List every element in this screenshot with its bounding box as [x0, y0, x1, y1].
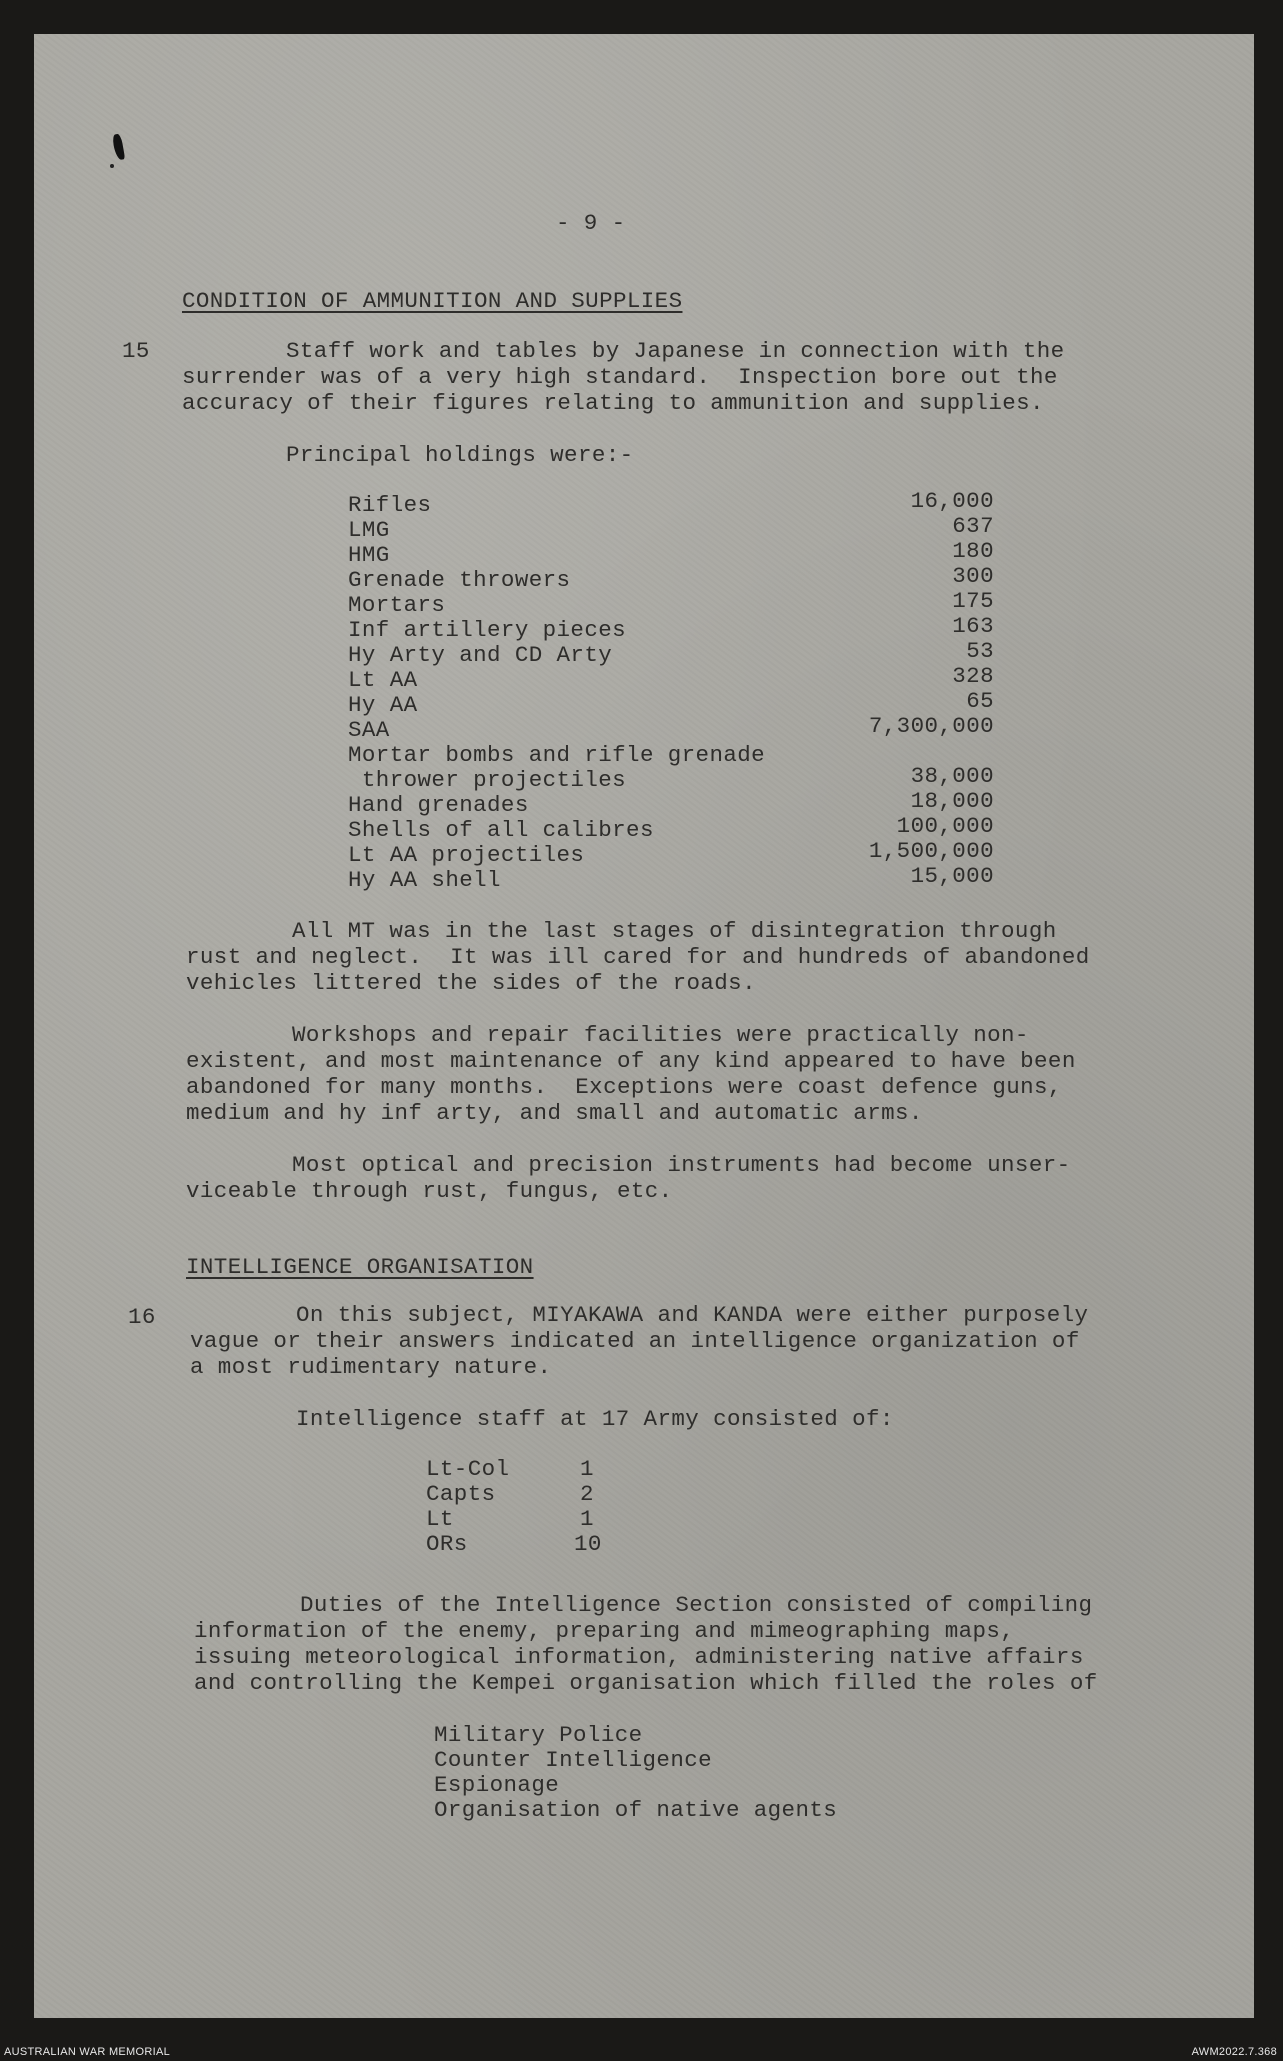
para-workshops-line: medium and hy inf arty, and small and automatic arms.	[186, 1100, 923, 1126]
holding-item: Hand grenades	[348, 792, 529, 818]
staff-rank: Capts	[426, 1481, 496, 1507]
para-optical-line: viceable through rust, fungus, etc.	[186, 1178, 673, 1204]
holding-qty: 1,500,000	[868, 838, 994, 864]
para-mt-line: rust and neglect. It was ill cared for and hundreds of abandoned	[186, 944, 1090, 970]
staff-count: 2	[580, 1481, 594, 1507]
holdings-intro: Principal holdings were:-	[286, 442, 634, 468]
holding-item: Rifles	[348, 492, 432, 518]
holding-qty: 18,000	[910, 788, 994, 814]
holding-item: Hy Arty and CD Arty	[348, 642, 613, 668]
holding-item: Hy AA	[348, 692, 418, 718]
holding-qty: 300	[952, 563, 994, 589]
role-item: Counter Intelligence	[434, 1747, 713, 1773]
holding-qty: 15,000	[910, 863, 994, 889]
staff-count: 10	[574, 1531, 602, 1557]
ink-dot	[110, 164, 114, 168]
holding-qty: 65	[966, 688, 994, 714]
para-mt-line: vehicles littered the sides of the roads.	[186, 970, 756, 996]
para15-line: surrender was of a very high standard. Inspection bore out the	[182, 364, 1058, 390]
holding-item: Lt AA projectiles	[348, 842, 585, 868]
holding-qty: 100,000	[896, 813, 994, 839]
holding-item: Grenade throwers	[348, 567, 571, 593]
holding-item: thrower projectiles	[348, 767, 627, 793]
paragraph-number-15: 15	[122, 338, 150, 364]
para15-line: accuracy of their figures relating to ammunition and supplies.	[182, 390, 1044, 416]
staff-rank: Lt	[426, 1506, 454, 1532]
holding-qty: 38,000	[910, 763, 994, 789]
holding-qty: 180	[952, 538, 994, 564]
holding-item: Shells of all calibres	[348, 817, 654, 843]
holding-item: Mortars	[348, 592, 446, 618]
holding-item: HMG	[348, 542, 390, 568]
duties-line: information of the enemy, preparing and mimeographing maps,	[194, 1618, 1015, 1644]
holding-item: Lt AA	[348, 667, 418, 693]
document-page	[34, 34, 1254, 2018]
staff-intro: Intelligence staff at 17 Army consisted of:	[296, 1406, 894, 1432]
holding-qty: 16,000	[910, 488, 994, 514]
role-item: Military Police	[434, 1722, 643, 1748]
holding-item: Mortar bombs and rifle grenade	[348, 742, 766, 768]
para-workshops-line: abandoned for many months. Exceptions were coast defence guns,	[186, 1074, 1062, 1100]
staff-count: 1	[580, 1506, 594, 1532]
section-heading-intelligence: INTELLIGENCE ORGANISATION	[186, 1254, 534, 1280]
holding-item: Inf artillery pieces	[348, 617, 627, 643]
para-optical-line: Most optical and precision instruments had become unser-	[292, 1152, 1071, 1178]
duties-line: Duties of the Intelligence Section consisted of compiling	[300, 1592, 1093, 1618]
page-number: - 9 -	[556, 210, 626, 236]
para15-line: Staff work and tables by Japanese in connection with the	[286, 338, 1065, 364]
holding-qty: 53	[966, 638, 994, 664]
holding-item: SAA	[348, 717, 390, 743]
duties-line: and controlling the Kempei organisation which filled the roles of	[194, 1670, 1098, 1696]
duties-line: issuing meteorological information, administering native affairs	[194, 1644, 1084, 1670]
para16-line: a most rudimentary nature.	[190, 1354, 552, 1380]
para16-line: vague or their answers indicated an intelligence organization of	[190, 1328, 1080, 1354]
holding-qty: 163	[952, 613, 994, 639]
role-item: Organisation of native agents	[434, 1797, 838, 1823]
footer-reference: AWM2022.7.368	[1191, 2046, 1277, 2058]
staff-count: 1	[580, 1456, 594, 1482]
holding-qty: 328	[952, 663, 994, 689]
holding-item: Hy AA shell	[348, 867, 501, 893]
holding-item: LMG	[348, 517, 390, 543]
paragraph-number-16: 16	[128, 1304, 156, 1330]
section-heading-ammunition: CONDITION OF AMMUNITION AND SUPPLIES	[182, 288, 683, 314]
staff-rank: Lt-Col	[426, 1456, 510, 1482]
holding-qty: 175	[952, 588, 994, 614]
role-item: Espionage	[434, 1772, 560, 1798]
para-workshops-line: Workshops and repair facilities were practically non-	[292, 1022, 1029, 1048]
para-mt-line: All MT was in the last stages of disintegration through	[292, 918, 1057, 944]
para16-line: On this subject, MIYAKAWA and KANDA were either purposely	[296, 1302, 1089, 1328]
holding-qty: 7,300,000	[868, 713, 994, 739]
ink-mark	[112, 133, 125, 160]
staff-rank: ORs	[426, 1531, 468, 1557]
holding-qty: 637	[952, 513, 994, 539]
para-workshops-line: existent, and most maintenance of any kind appeared to have been	[186, 1048, 1076, 1074]
footer-credit: AUSTRALIAN WAR MEMORIAL	[4, 2046, 171, 2058]
